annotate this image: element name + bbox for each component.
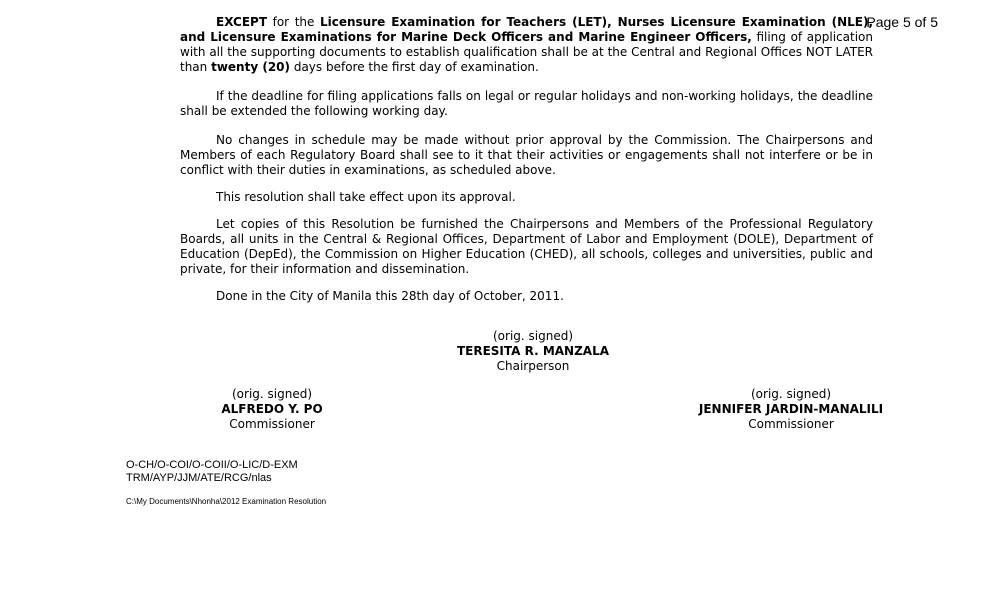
signatory-title: Commissioner xyxy=(229,417,315,431)
p1-text-c: days before the first day of examination. xyxy=(290,60,539,74)
signatory-name: TERESITA R. MANZALA xyxy=(456,344,610,358)
paragraph-no-changes: No changes in schedule may be made without prior approval by the Commission. The Chairpersons and Members of each Regulatory Board shall see to it that their activities or engagements shall not interfere or be in conflict with their duties in examinations, as scheduled above. xyxy=(180,133,873,177)
exams-list: Licensure Examination for Teachers (LET), Nurses Licensure Examination (NLE), and Licensure Examinations for Marine Deck Officers and Marine Engineer Officers, xyxy=(180,15,874,44)
signatory-title: Chairperson xyxy=(496,359,570,373)
paragraph-copies: Let copies of this Resolution be furnished the Chairpersons and Members of the Professional Regulatory Boards, all units in the Central & Regional Offices, Department of Labor and Employment (DOLE), Department of Education (DepEd), the Commission on Higher Education (CHED), all schools, colleges and universities, public and private, for their information and dissemination. xyxy=(180,217,873,276)
paragraph-effectivity: This resolution shall take effect upon its approval. xyxy=(216,190,516,204)
office-codes-line: O-CH/O-COI/O-COII/O-LIC/D-EXM xyxy=(126,459,298,471)
signatory-title: Commissioner xyxy=(748,417,834,431)
office-codes xyxy=(126,459,298,485)
signature-note: (orig. signed) xyxy=(750,387,832,401)
signature-commissioner-right xyxy=(671,387,911,432)
page-number: Page 5 of 5 xyxy=(866,14,938,30)
signatory-name: JENNIFER JARDIN-MANALILI xyxy=(698,402,884,416)
file-path: C:\My Documents\Nhonha\2012 Examination Resolution xyxy=(126,497,327,506)
signature-note: (orig. signed) xyxy=(492,329,574,343)
initials-line: TRM/AYP/JJM/ATE/RCG/nlas xyxy=(126,472,272,484)
signatory-name: ALFREDO Y. PO xyxy=(221,402,323,416)
p1-text-b: filing of application with all the supporting documents to establish qualification shall be at the Central and Regional Offices NOT LATER than xyxy=(180,30,873,74)
days-count: twenty (20) xyxy=(211,60,291,74)
signature-note: (orig. signed) xyxy=(231,387,313,401)
resolution-body xyxy=(180,15,873,318)
p1-text-a: for the xyxy=(267,15,320,29)
paragraph-except xyxy=(180,15,873,75)
signature-chairperson xyxy=(433,329,633,374)
paragraph-done: Done in the City of Manila this 28th day of October, 2011. xyxy=(216,289,564,303)
except-keyword: EXCEPT xyxy=(216,15,268,29)
paragraph-holidays: If the deadline for filing applications falls on legal or regular holidays and non-working holidays, the deadline shall be extended the following working day. xyxy=(180,89,873,118)
signature-commissioner-left xyxy=(172,387,372,432)
